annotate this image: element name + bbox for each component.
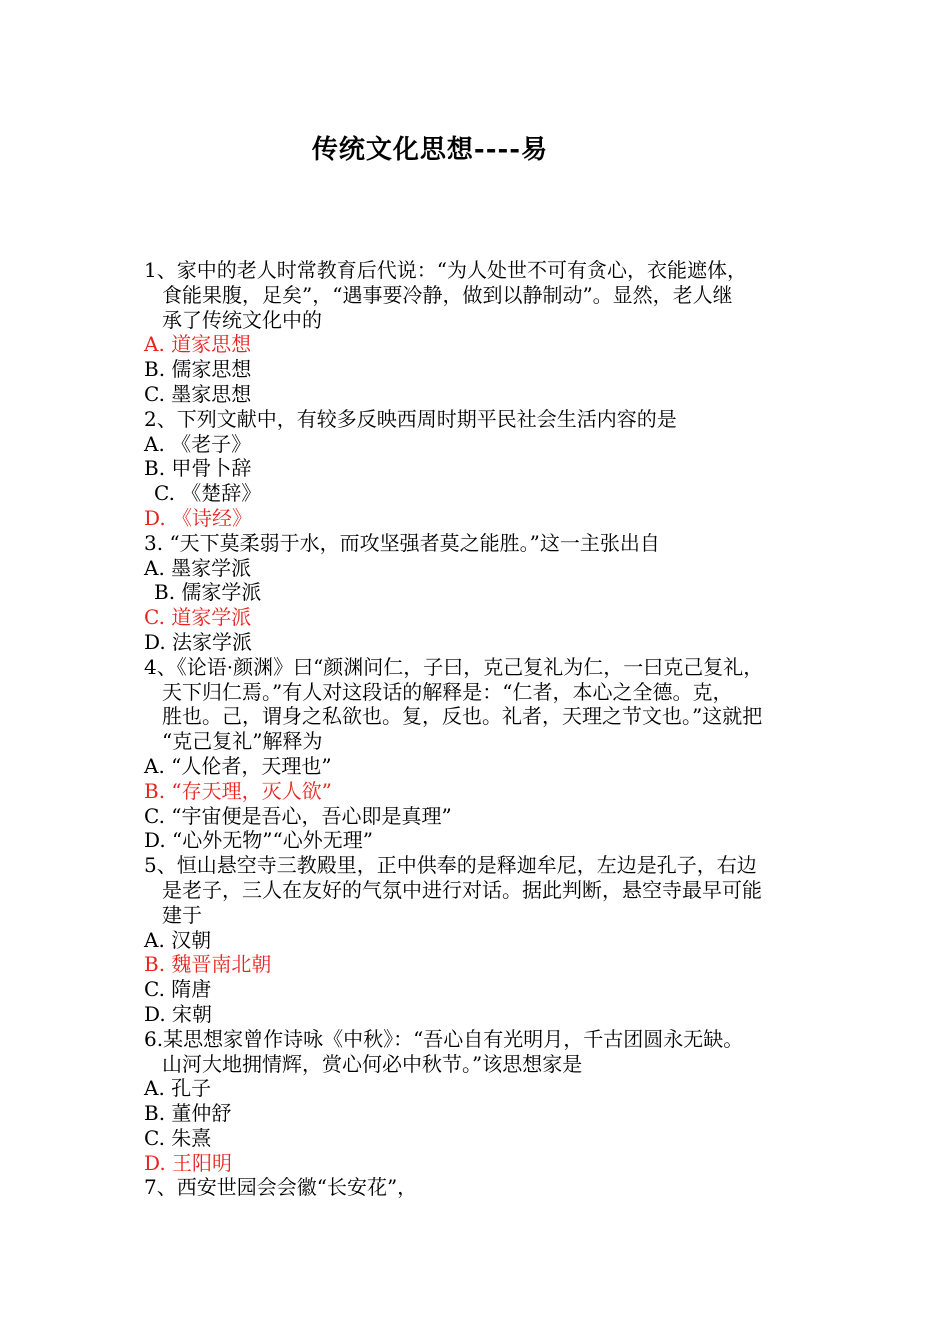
answer-option: A. 《老子》	[144, 431, 252, 456]
question-stem-line: 3. “天下莫柔弱于水，而攻坚强者莫之能胜。”这一主张出自	[144, 530, 660, 555]
question-2	[144, 407, 816, 531]
answer-option: B. 甲骨卜辞	[144, 456, 252, 481]
answer-option: C. “宇宙便是吾心，吾心即是真理”	[144, 803, 452, 828]
answer-option: A. “人伦者，天理也”	[144, 753, 332, 778]
answer-option-correct: B. “存天理，灭人欲”	[144, 778, 332, 803]
answer-option: C. 《楚辞》	[154, 481, 262, 506]
question-stem-line: 食能果腹，足矣”，“遇事要冷静，做到以静制动”。显然，老人继	[162, 282, 733, 307]
answer-option-correct: D. 王阳明	[144, 1150, 233, 1175]
question-1	[144, 258, 816, 407]
answer-option: A. 墨家学派	[144, 555, 252, 580]
question-stem-line: 4、《论语·颜渊》曰“颜渊问仁，子曰，克己复礼为仁，一曰克己复礼，	[144, 654, 764, 679]
question-stem-line: 1、家中的老人时常教育后代说：“为人处世不可有贪心，衣能遮体，	[144, 258, 747, 282]
question-stem-line: 5、恒山悬空寺三教殿里，正中供奉的是释迦牟尼，左边是孔子，右边	[144, 853, 757, 878]
answer-option-correct: B. 魏晋南北朝	[144, 952, 272, 977]
question-stem-line: 天下归仁焉。”有人对这段话的解释是：“仁者，本心之全德。克，	[162, 679, 733, 704]
answer-option: C. 朱熹	[144, 1125, 212, 1150]
question-5	[144, 853, 816, 1027]
answer-option: B. 董仲舒	[144, 1101, 232, 1126]
answer-option: D. 法家学派	[144, 629, 253, 654]
page-title: 传统文化思想----易	[311, 135, 549, 165]
answer-option-correct: D. 《诗经》	[144, 505, 253, 530]
answer-option: C. 隋唐	[144, 977, 212, 1002]
answer-option: C. 墨家思想	[144, 381, 252, 406]
question-stem-line: 承了传统文化中的	[162, 307, 322, 332]
answer-option: A. 孔子	[144, 1076, 212, 1101]
answer-option-correct: C. 道家学派	[144, 605, 252, 630]
answer-option: A. 汉朝	[144, 927, 212, 952]
question-stem-line: 7、西安世园会会徽“长安花”，	[144, 1175, 418, 1200]
answer-option: D. 宋朝	[144, 1001, 213, 1026]
question-stem-line: 是老子，三人在友好的气氛中进行对话。据此判断，悬空寺最早可能	[162, 877, 762, 902]
question-7	[144, 1175, 816, 1200]
question-list	[144, 258, 816, 1200]
answer-option: B. 儒家学派	[154, 580, 262, 605]
question-stem-line: 建于	[162, 902, 202, 927]
answer-option: D. “心外无物”“心外无理”	[144, 828, 373, 853]
question-stem-line: 山河大地拥情辉，赏心何必中秋节。”该思想家是	[162, 1051, 583, 1076]
question-stem-line: “克己复礼”解释为	[162, 729, 323, 754]
answer-option-correct: A. 道家思想	[144, 332, 252, 357]
question-stem-line: 2、下列文献中，有较多反映西周时期平民社会生活内容的是	[144, 406, 677, 431]
question-4	[144, 655, 816, 853]
question-3	[144, 531, 816, 655]
answer-option: B. 儒家思想	[144, 357, 252, 382]
question-stem-line: 6.某思想家曾作诗咏《中秋》：“吾心自有光明月，千古团圆永无缺。	[144, 1026, 744, 1051]
question-6	[144, 1027, 816, 1176]
question-stem-line: 胜也。己，谓身之私欲也。复，反也。礼者，天理之节文也。”这就把	[162, 704, 763, 729]
